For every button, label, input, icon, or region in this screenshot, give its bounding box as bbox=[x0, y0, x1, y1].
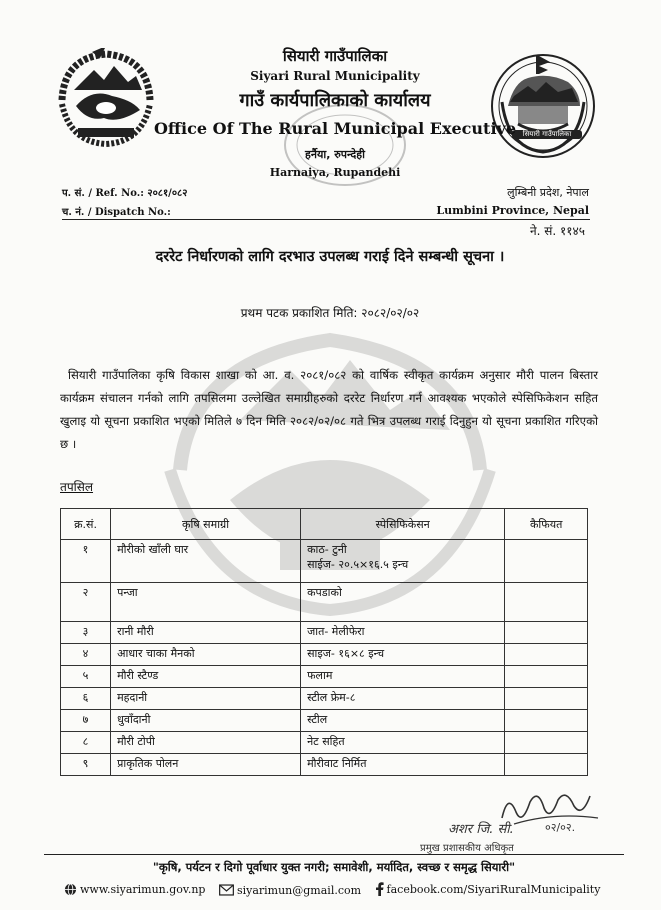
cell-serial: ९ bbox=[61, 754, 111, 776]
office-name-english: Office Of The Rural Municipal Executive bbox=[153, 119, 516, 138]
cell-item: रानी मौरी bbox=[111, 622, 301, 644]
cell-item: पन्जा bbox=[111, 583, 301, 622]
seal-label: सियारी गाउँपालिका bbox=[512, 130, 582, 139]
province-english: Lumbini Province, Nepal bbox=[436, 204, 589, 217]
cell-item: मौरी स्टैण्ड bbox=[111, 666, 301, 688]
contact-row bbox=[64, 882, 624, 899]
annex-title: तपसिल bbox=[60, 480, 94, 494]
cell-remarks bbox=[505, 732, 588, 754]
signatory-name: अशर जि. सी. bbox=[448, 822, 514, 837]
header-remarks: कैफियत bbox=[505, 509, 588, 540]
facebook-icon bbox=[375, 882, 384, 896]
nepal-emblem-logo bbox=[52, 48, 160, 148]
header-divider bbox=[62, 219, 590, 220]
website-link[interactable]: www.siyarimun.gov.np bbox=[80, 883, 206, 896]
facebook-link[interactable]: facebook.com/SiyariRuralMunicipality bbox=[386, 882, 601, 896]
cell-specification: मौरीवाट निर्मित bbox=[301, 754, 505, 776]
table-row bbox=[61, 644, 588, 666]
cell-serial: ५ bbox=[61, 666, 111, 688]
cell-serial: ३ bbox=[61, 622, 111, 644]
cell-remarks bbox=[505, 710, 588, 732]
cell-remarks bbox=[505, 644, 588, 666]
footer-divider bbox=[44, 854, 624, 855]
items-table bbox=[60, 508, 588, 776]
cell-remarks bbox=[505, 540, 588, 583]
cell-specification: नेट सहित bbox=[301, 732, 505, 754]
globe-icon bbox=[64, 883, 77, 896]
signatory-title: प्रमुख प्रशासकीय अधिकृत bbox=[420, 843, 514, 854]
spec-line: साईज- २०.५×१६.५ इन्च bbox=[307, 558, 409, 571]
cell-serial: ७ bbox=[61, 710, 111, 732]
office-name-nepali: गाउँ कार्यपालिकाको कार्यालय bbox=[239, 90, 431, 111]
cell-remarks bbox=[505, 583, 588, 622]
email-contact[interactable] bbox=[219, 884, 361, 897]
cell-specification: स्टील फ्रेम-८ bbox=[301, 688, 505, 710]
cell-specification bbox=[301, 540, 505, 583]
table-header-row bbox=[61, 509, 588, 540]
table-row bbox=[61, 622, 588, 644]
cell-remarks bbox=[505, 688, 588, 710]
cell-item: धुवाँदानी bbox=[111, 710, 301, 732]
table-row bbox=[61, 583, 588, 622]
cell-specification: स्टील bbox=[301, 710, 505, 732]
cell-serial: २ bbox=[61, 583, 111, 622]
cell-item: मौरीको खाँली घार bbox=[111, 540, 301, 583]
table-row bbox=[61, 666, 588, 688]
notice-subject: दररेट निर्धारणको लागि दरभाउ उपलब्ध गराई दिने सम्बन्धी सूचना । bbox=[155, 249, 505, 265]
cell-item: आधार चाका मैनको bbox=[111, 644, 301, 666]
cell-remarks bbox=[505, 666, 588, 688]
table-row bbox=[61, 754, 588, 776]
notice-body: सियारी गाउँपालिका कृषि विकास शाखा को आ. व. २०८१/०८२ को वार्षिक स्वीकृत कार्यक्रम अनुसार मौरी पालन बिस्तार कार्यक्रम संचालन गर्नको लागि तपसिलमा उल्लेखित समाग्रीहरुको दररेट निर्धारण गर्न आवश्यक भएकोले स्पेसिफिकेशन सहित खुलाइ यो सूचना प्रकाशित भएको मितिले ७ दिन मिति २०८२/०२/०८ गते भित्र उपलब्ध गराई दिनुहुन यो सूचना प्रकाशित गरिएको छ । bbox=[60, 368, 598, 451]
address-nepali: हर्नैया, रुपन्देही bbox=[305, 148, 365, 161]
cell-serial: ६ bbox=[61, 688, 111, 710]
spec-line: काठ- टुनी bbox=[307, 543, 347, 556]
table-row bbox=[61, 688, 588, 710]
cell-item: महदानी bbox=[111, 688, 301, 710]
cell-serial: ८ bbox=[61, 732, 111, 754]
cell-serial: ४ bbox=[61, 644, 111, 666]
envelope-icon bbox=[219, 884, 234, 896]
dispatch-number: च. नं. / Dispatch No.: bbox=[62, 207, 171, 218]
signature-date: ०२/०२. bbox=[545, 821, 576, 834]
cell-specification: कपडाको bbox=[301, 583, 505, 622]
header-specification: स्पेसिफिकेसन bbox=[301, 509, 505, 540]
nepal-sambat-number: ने. सं. ११४५ bbox=[530, 224, 585, 238]
municipality-seal-logo bbox=[488, 52, 598, 160]
address-english: Harnaiya, Rupandehi bbox=[269, 166, 401, 179]
reference-number: प. सं. / Ref. No.: २०८१/०८२ bbox=[62, 188, 188, 199]
cell-specification: साइज- १६×८ इन्च bbox=[301, 644, 505, 666]
cell-remarks bbox=[505, 754, 588, 776]
published-date: प्रथम पटक प्रकाशित मिति: २०८२/०२/०२ bbox=[240, 306, 420, 320]
province-nepali: लुम्बिनी प्रदेश, नेपाल bbox=[507, 186, 589, 199]
footer-slogan: "कृषि, पर्यटन र दिगो पूर्वाधार युक्त नगरी; समावेशी, मर्यादित, स्वच्छ र समृद्ध सियारी" bbox=[152, 860, 516, 874]
website-contact[interactable] bbox=[64, 883, 205, 896]
municipality-name-nepali: सियारी गाउँपालिका bbox=[282, 47, 388, 65]
cell-remarks bbox=[505, 622, 588, 644]
header-item: कृषि समाग्री bbox=[111, 509, 301, 540]
table-row bbox=[61, 710, 588, 732]
cell-specification: जात- मेलीफेरा bbox=[301, 622, 505, 644]
cell-item: प्राकृतिक पोलन bbox=[111, 754, 301, 776]
municipality-name-english: Siyari Rural Municipality bbox=[250, 69, 420, 83]
cell-item: मौरी टोपी bbox=[111, 732, 301, 754]
cell-specification: फलाम bbox=[301, 666, 505, 688]
header-serial: क्र.सं. bbox=[61, 509, 111, 540]
table-row bbox=[61, 540, 588, 583]
table-row bbox=[61, 732, 588, 754]
facebook-contact[interactable] bbox=[375, 882, 601, 896]
cell-serial: १ bbox=[61, 540, 111, 583]
email-link[interactable]: siyarimun@gmail.com bbox=[236, 883, 362, 897]
